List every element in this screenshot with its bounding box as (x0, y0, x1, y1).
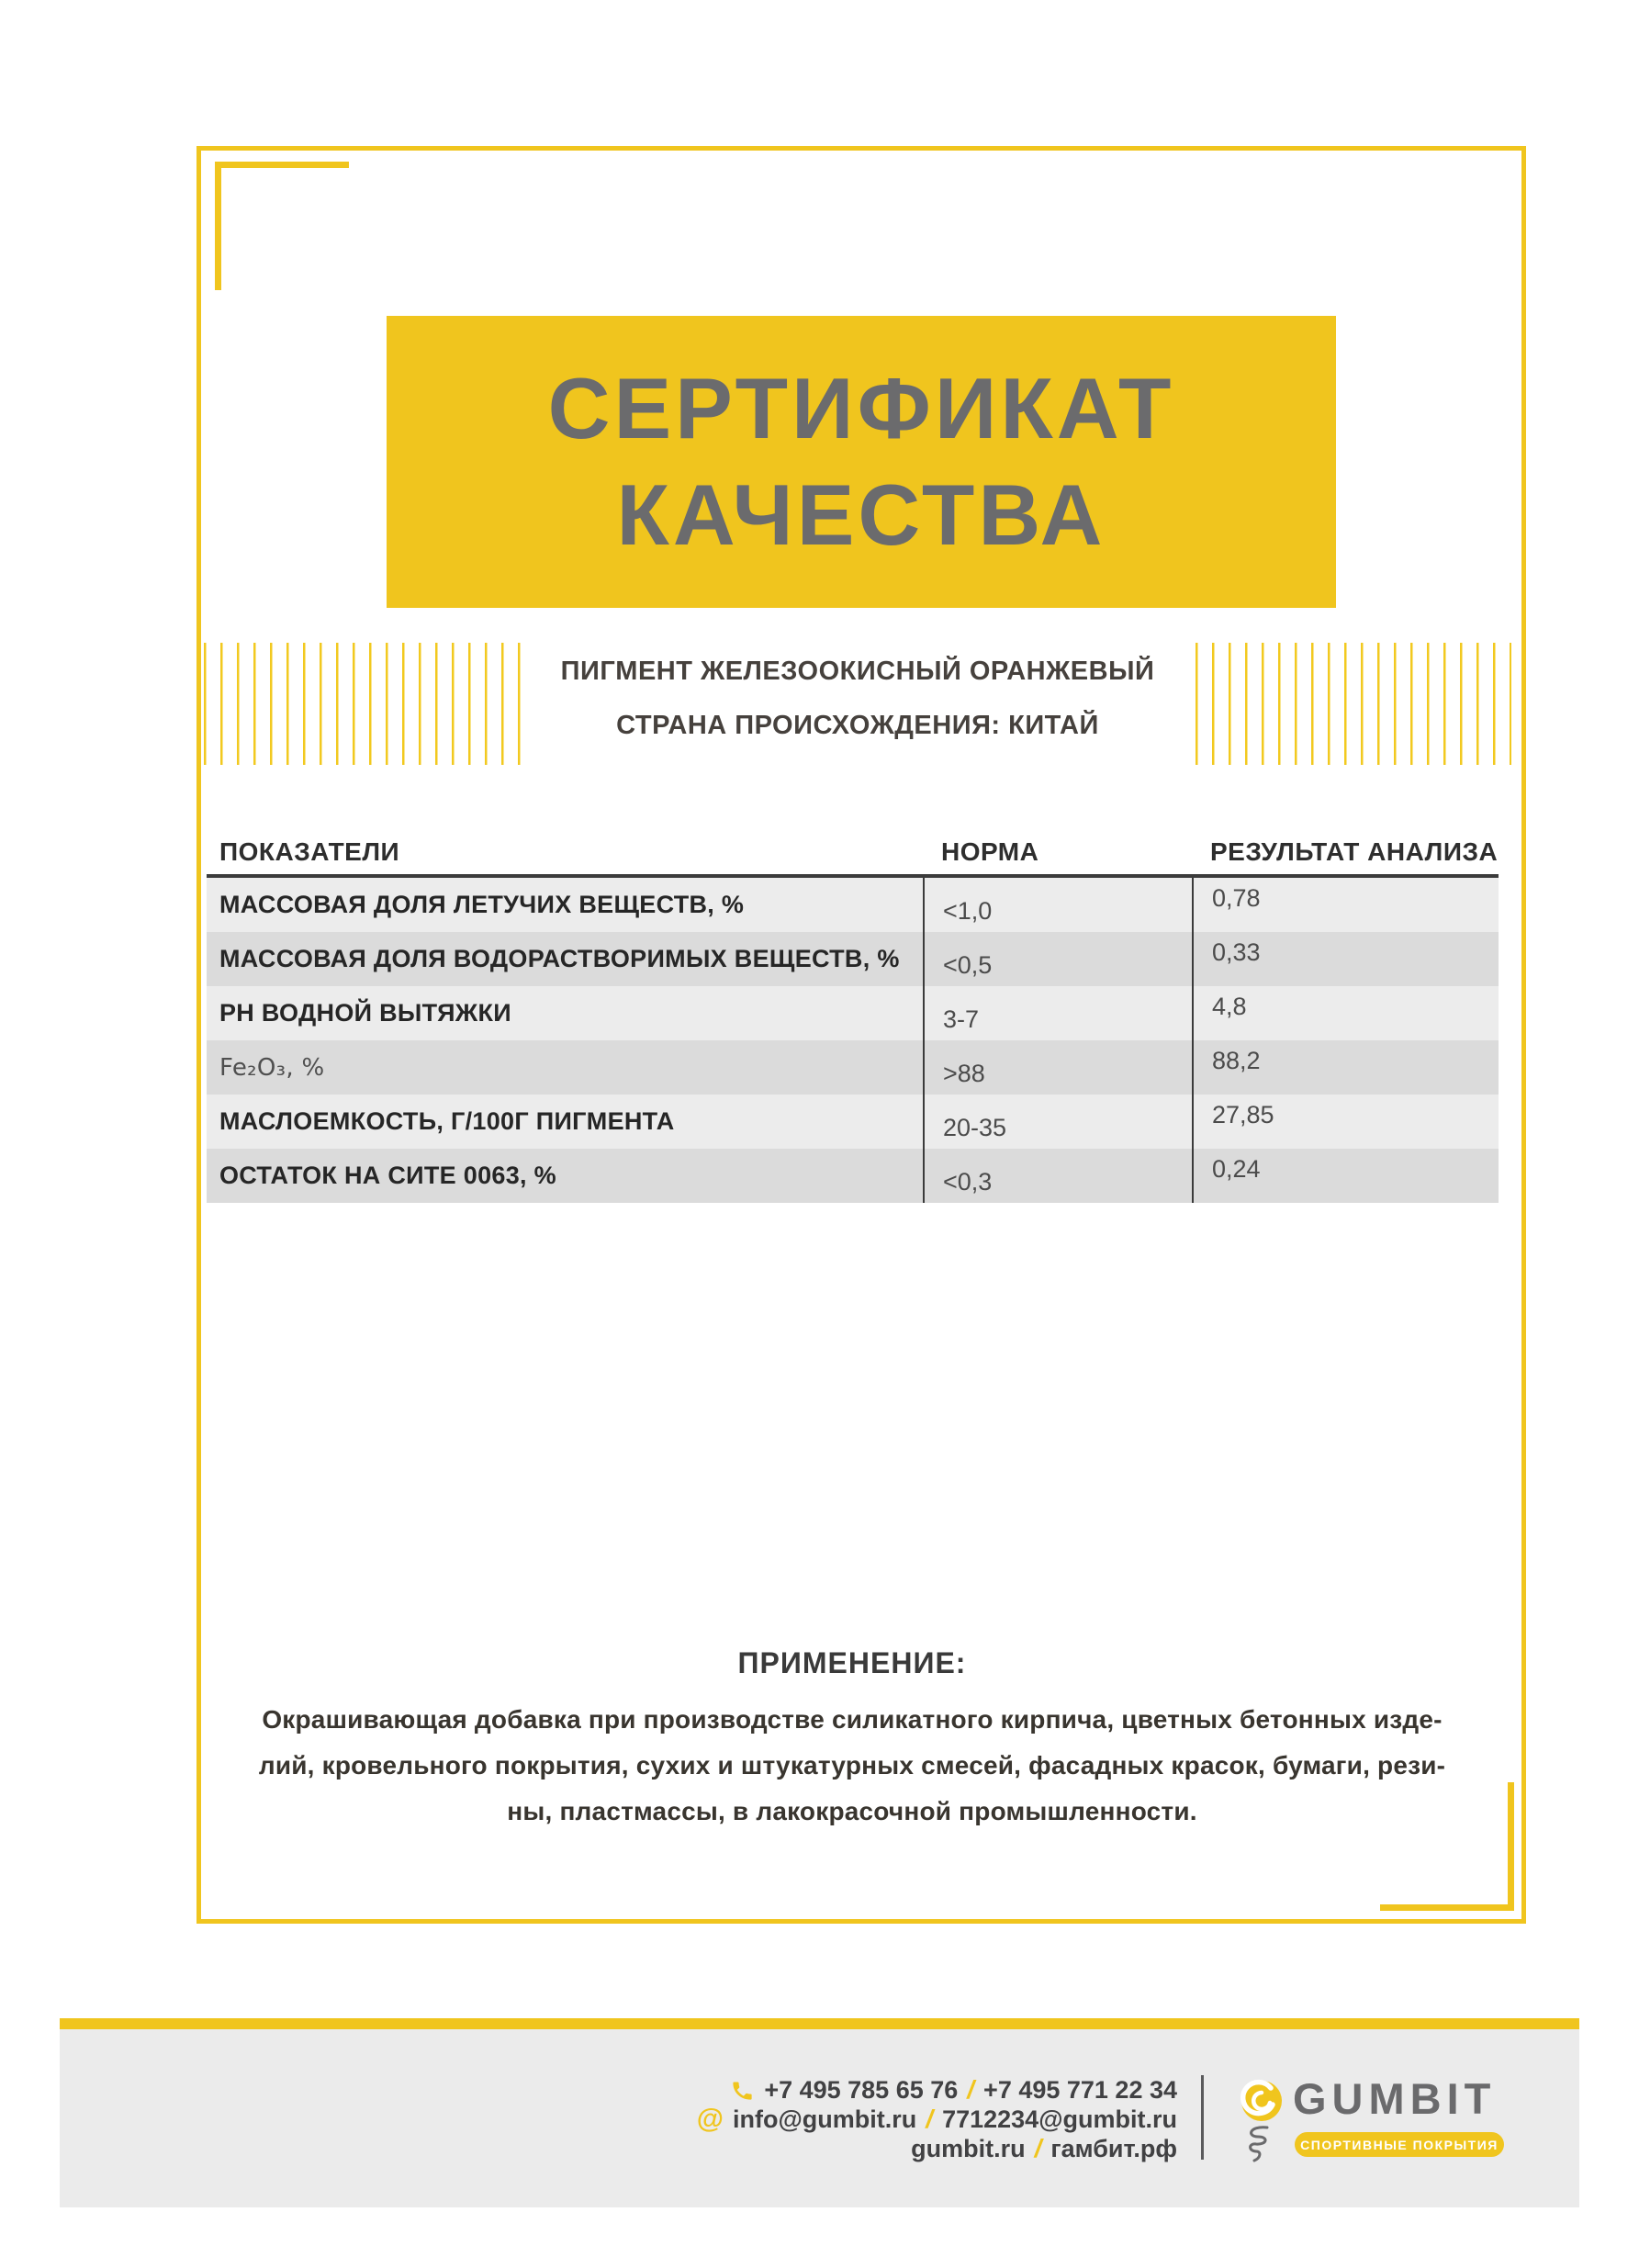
contact-sites-line (911, 2134, 1177, 2163)
table-row (207, 986, 1499, 1040)
footer-divider (1201, 2075, 1204, 2160)
application-line: Окрашивающая добавка при производстве силикатного кирпича, цветных бетонных изде- (262, 1705, 1443, 1734)
application-line: лий, кровельного покрытия, сухих и штукатурных смесей, фасадных красок, бумаги, рези- (258, 1751, 1446, 1780)
website-1: gumbit.ru (911, 2134, 1026, 2162)
result-cell: 4,8 (1192, 986, 1499, 1040)
corner-bracket-top-left (215, 162, 349, 290)
page-title-line-1: СЕРТИФИКАТ (547, 360, 1175, 456)
table-row (207, 878, 1499, 932)
indicator-cell: МАССОВАЯ ДОЛЯ ВОДОРАСТВОРИМЫХ ВЕЩЕСТВ, % (219, 945, 900, 972)
gumbit-ball-icon (1240, 2079, 1284, 2123)
email-1: info@gumbit.ru (733, 2105, 917, 2133)
website-2: гамбит.рф (1050, 2134, 1177, 2162)
separator-slash: / (1034, 2134, 1042, 2162)
table-row (207, 1040, 1499, 1095)
phone-icon (730, 2078, 755, 2103)
indicator-cell: РН ВОДНОЙ ВЫТЯЖКИ (219, 999, 511, 1027)
spring-icon (1241, 2125, 1273, 2163)
norm-cell: 20-35 (923, 1095, 1192, 1149)
subtitle-striped-band (204, 643, 1511, 765)
indicator-cell: Fe₂O₃, % (219, 1053, 325, 1082)
result-cell: 0,24 (1192, 1149, 1499, 1203)
norm-cell: <1,0 (923, 878, 1192, 932)
footer-accent-bar (60, 2018, 1579, 2029)
result-cell: 0,78 (1192, 878, 1499, 932)
norm-cell: 3-7 (923, 986, 1192, 1040)
norm-cell: <0,3 (923, 1149, 1192, 1203)
product-name: ПИГМЕНТ ЖЕЛЕЗООКИСНЫЙ ОРАНЖЕВЫЙ (560, 656, 1155, 686)
application-paragraph (205, 1697, 1499, 1835)
email-2: 7712234@gumbit.ru (942, 2105, 1177, 2133)
result-cell: 88,2 (1192, 1040, 1499, 1095)
table-row (207, 932, 1499, 986)
table-row (207, 1149, 1499, 1203)
application-line: ны, пластмассы, в лакокрасочной промышленности. (507, 1797, 1197, 1825)
norm-cell: >88 (923, 1040, 1192, 1095)
contact-emails-line (697, 2105, 1177, 2134)
phone-number-1: +7 495 785 65 76 (764, 2075, 959, 2104)
table-body (207, 878, 1499, 1203)
spec-table (207, 834, 1499, 1203)
result-cell: 0,33 (1192, 932, 1499, 986)
email-at-icon: @ (696, 2104, 724, 2134)
indicator-cell: МАССОВАЯ ДОЛЯ ЛЕТУЧИХ ВЕЩЕСТВ, % (219, 891, 745, 918)
result-cell: 27,85 (1192, 1095, 1499, 1149)
table-row (207, 1095, 1499, 1149)
subtitle-text-box (531, 643, 1184, 765)
indicator-cell: МАСЛОЕМКОСТЬ, Г/100Г ПИГМЕНТА (219, 1107, 675, 1135)
header-indicators: ПОКАЗАТЕЛИ (219, 837, 400, 866)
separator-slash: / (926, 2105, 934, 2133)
indicator-cell: ОСТАТОК НА СИТЕ 0063, % (219, 1162, 556, 1189)
norm-cell: <0,5 (923, 932, 1192, 986)
phone-number-2: +7 495 771 22 34 (983, 2075, 1177, 2104)
logo-tagline-badge: СПОРТИВНЫЕ ПОКРЫТИЯ (1295, 2132, 1504, 2157)
title-banner (387, 316, 1336, 608)
separator-slash: / (967, 2075, 975, 2104)
gumbit-logo-text: GUMBIT (1293, 2074, 1497, 2123)
contacts-block (697, 2075, 1177, 2163)
contact-phones-line (730, 2075, 1177, 2105)
country-of-origin: СТРАНА ПРОИСХОЖДЕНИЯ: КИТАЙ (616, 710, 1099, 740)
page-title-line-2: КАЧЕСТВА (616, 466, 1106, 563)
header-analysis-result: РЕЗУЛЬТАТ АНАЛИЗА (1210, 837, 1499, 866)
header-norm: НОРМА (941, 837, 1039, 866)
table-header-row (207, 834, 1499, 878)
application-heading: ПРИМЕНЕНИЕ: (737, 1646, 967, 1679)
